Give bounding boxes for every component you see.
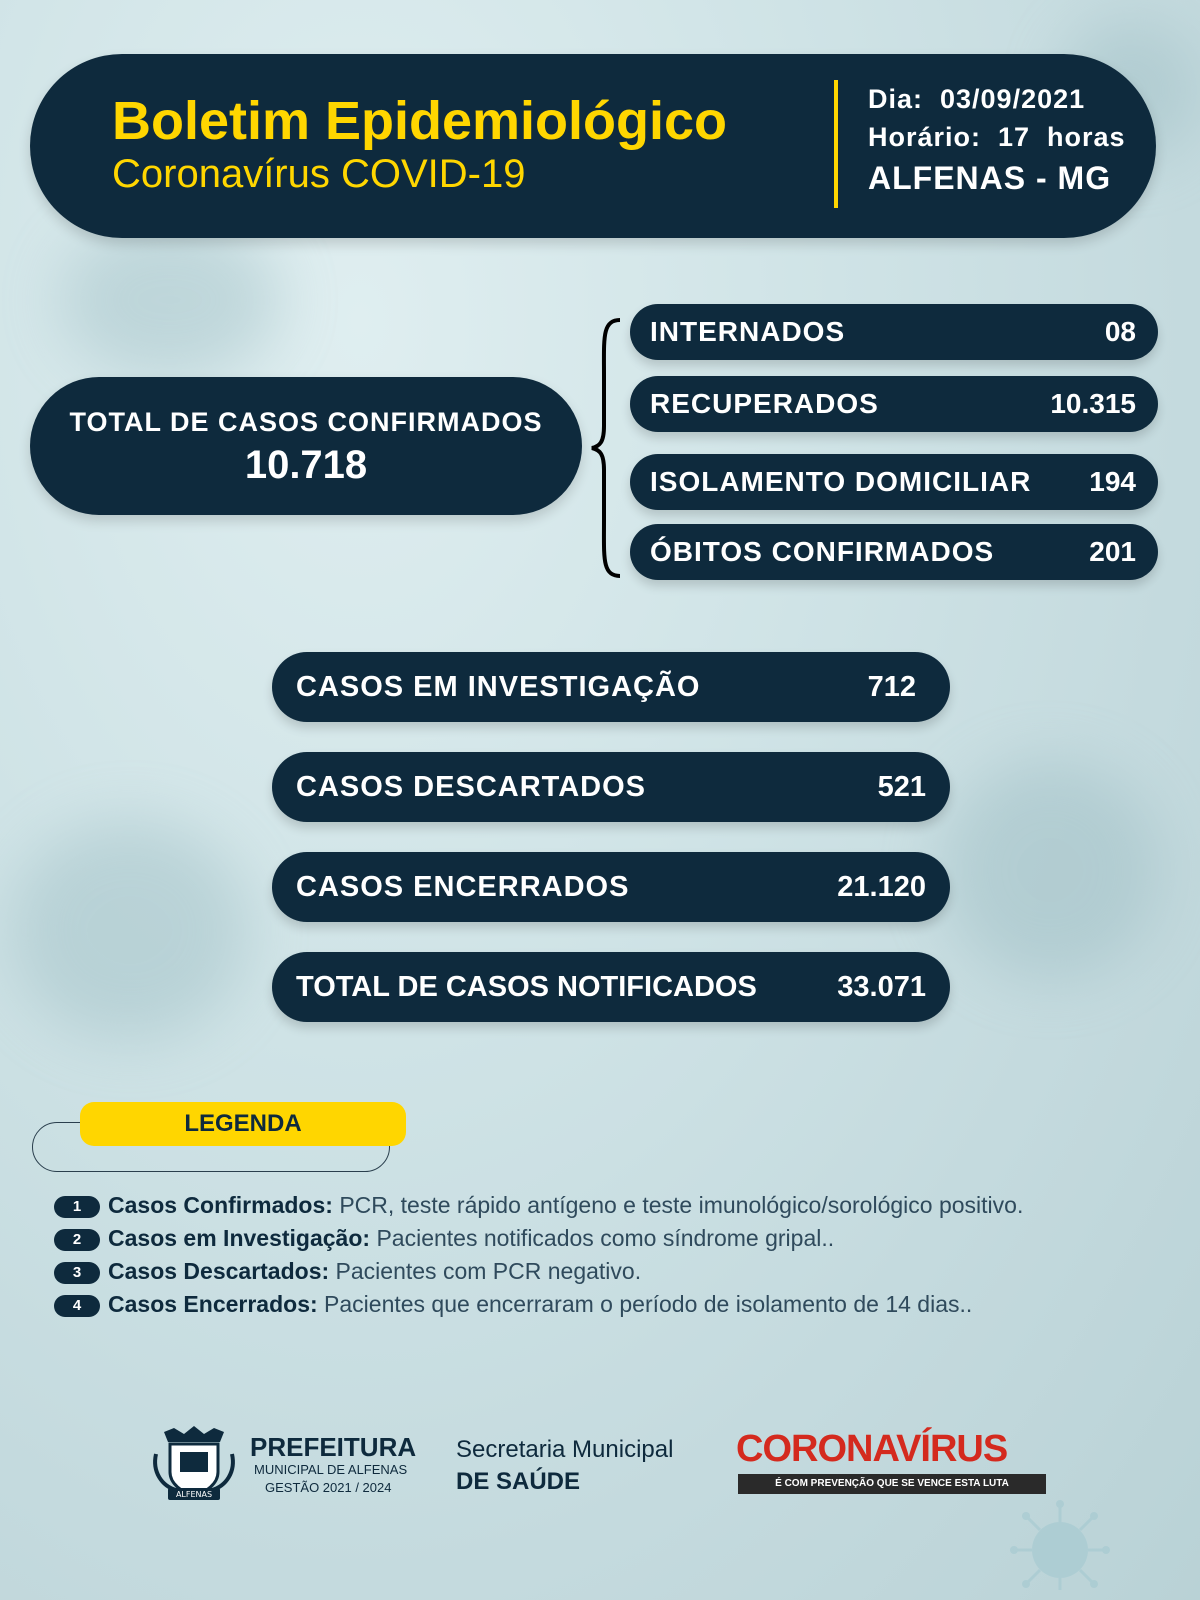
stat-label: ISOLAMENTO DOMICILIAR bbox=[650, 466, 1032, 497]
legend-description: PCR, teste rápido antígeno e teste imunológico/sorológico positivo. bbox=[332, 1192, 1024, 1218]
prefeitura-term: GESTÃO 2021 / 2024 bbox=[265, 1480, 392, 1495]
bulletin-time: Horário: 17 horas bbox=[868, 122, 1126, 152]
legend-description: Pacientes notificados como síndrome gripal.. bbox=[370, 1225, 835, 1251]
stat-label: TOTAL DE CASOS NOTIFICADOS bbox=[296, 970, 757, 1003]
secretaria-line2: DE SAÚDE bbox=[456, 1468, 581, 1495]
total-confirmed-label: TOTAL DE CASOS CONFIRMADOS bbox=[69, 407, 543, 437]
legend-number: 2 bbox=[54, 1229, 100, 1251]
legend-description: Pacientes que encerraram o período de isolamento de 14 dias.. bbox=[317, 1291, 973, 1317]
virus-icon bbox=[1000, 1490, 1120, 1590]
total-confirmed-value: 10.718 bbox=[244, 443, 368, 487]
legend-item bbox=[54, 1225, 834, 1252]
stat-value: 08 bbox=[1104, 316, 1136, 347]
legend-number: 1 bbox=[54, 1196, 100, 1218]
bulletin-date: Dia: 03/09/2021 bbox=[868, 84, 1086, 114]
stat-obitos-confirmados bbox=[630, 524, 1158, 580]
stat-label: INTERNADOS bbox=[650, 316, 846, 347]
secretaria-line1: Secretaria Municipal bbox=[456, 1436, 674, 1463]
legend-term: Casos em Investigação: bbox=[108, 1225, 371, 1251]
legend-item bbox=[54, 1291, 972, 1318]
stat-label: CASOS DESCARTADOS bbox=[296, 770, 646, 803]
legend-term: Casos Descartados: bbox=[108, 1258, 330, 1284]
stat-value: 10.315 bbox=[1050, 388, 1136, 419]
bulletin-subtitle: Coronavírus COVID-19 bbox=[112, 152, 526, 196]
stat-label: ÓBITOS CONFIRMADOS bbox=[650, 536, 995, 567]
stat-value: 521 bbox=[877, 770, 926, 803]
campaign-tagline: É COM PREVENÇÃO QUE SE VENCE ESTA LUTA bbox=[738, 1474, 1046, 1494]
bulletin-title: Boletim Epidemiológico bbox=[112, 91, 728, 151]
stat-isolamento-domiciliar bbox=[630, 454, 1158, 510]
crest-ribbon-text: ALFENAS bbox=[175, 1490, 213, 1499]
legend-term: Casos Encerrados: bbox=[108, 1291, 318, 1317]
legend-title: LEGENDA bbox=[80, 1102, 406, 1146]
municipal-crest-logo bbox=[150, 1424, 238, 1504]
stat-recuperados bbox=[630, 376, 1158, 432]
brace-icon bbox=[588, 316, 624, 580]
legend-number: 4 bbox=[54, 1295, 100, 1317]
prefeitura-title: PREFEITURA bbox=[250, 1432, 417, 1462]
legend-term: Casos Confirmados: bbox=[108, 1192, 333, 1218]
stat-label: CASOS ENCERRADOS bbox=[296, 870, 630, 903]
legend-item bbox=[54, 1192, 1023, 1219]
bulletin-city: ALFENAS - MG bbox=[868, 160, 1112, 196]
stat-value: 194 bbox=[1089, 466, 1136, 497]
header-divider bbox=[834, 80, 838, 208]
stat-internados bbox=[630, 304, 1158, 360]
stat-total-casos-notificados bbox=[272, 952, 950, 1022]
stat-casos-em-investigacao bbox=[272, 652, 950, 722]
stat-label: CASOS EM INVESTIGAÇÃO bbox=[296, 670, 701, 703]
bulletin-header bbox=[30, 54, 1156, 238]
legend-description: Pacientes com PCR negativo. bbox=[329, 1258, 642, 1284]
stat-label: RECUPERADOS bbox=[650, 388, 879, 419]
legend-number: 3 bbox=[54, 1262, 100, 1284]
stat-value: 201 bbox=[1089, 536, 1136, 567]
stat-value: 33.071 bbox=[837, 970, 926, 1003]
coronavirus-campaign-logo: CORONAVÍRUS bbox=[736, 1428, 1008, 1470]
legend-item bbox=[54, 1258, 641, 1285]
background-blob bbox=[940, 760, 1160, 980]
stat-value: 712 bbox=[867, 670, 916, 703]
background-blob bbox=[10, 820, 250, 1040]
prefeitura-subtitle: MUNICIPAL DE ALFENAS bbox=[254, 1462, 408, 1477]
stat-value: 21.120 bbox=[837, 870, 926, 903]
stat-casos-encerrados bbox=[272, 852, 950, 922]
background-blob bbox=[60, 220, 280, 380]
stat-casos-descartados bbox=[272, 752, 950, 822]
total-confirmed-card bbox=[30, 377, 582, 515]
